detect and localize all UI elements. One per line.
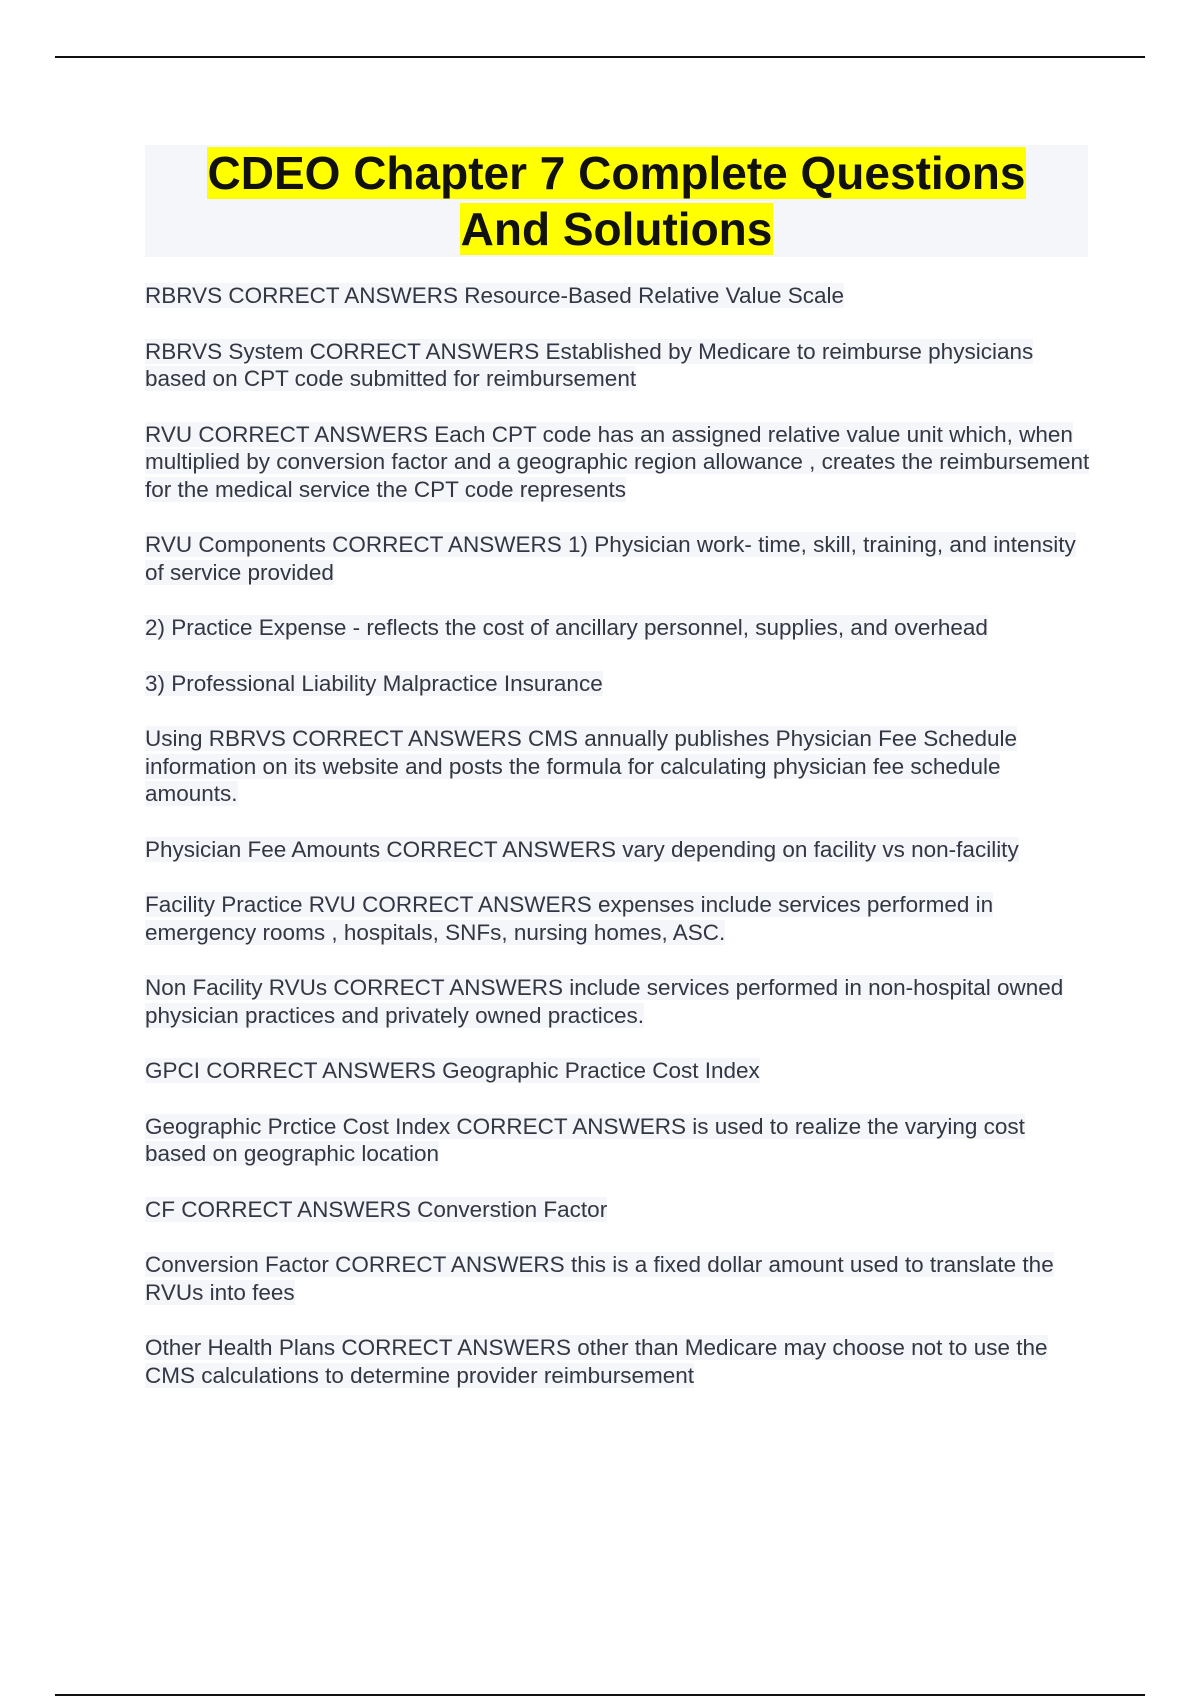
qa-entry: RBRVS System CORRECT ANSWERS Established by Medicare to reimburse physicians based on CPT code submitted for reimbursement <box>145 338 1034 391</box>
qa-entry: GPCI CORRECT ANSWERS Geographic Practice Cost Index <box>145 1058 760 1083</box>
qa-entry: Non Facility RVUs CORRECT ANSWERS include services performed in non-hospital owned physician practices and privately owned practices. <box>145 975 1064 1028</box>
top-rule <box>55 56 1145 58</box>
qa-entry: Conversion Factor CORRECT ANSWERS this is a fixed dollar amount used to translate the RVUs into fees <box>145 1252 1054 1305</box>
qa-entry: Other Health Plans CORRECT ANSWERS other than Medicare may choose not to use the CMS calculations to determine provider reimbursement <box>145 1335 1048 1388</box>
qa-entry: Facility Practice RVU CORRECT ANSWERS expenses include services performed in emergency rooms , hospitals, SNFs, nursing homes, ASC. <box>145 892 994 945</box>
bottom-rule <box>55 1694 1145 1696</box>
qa-entry: Physician Fee Amounts CORRECT ANSWERS vary depending on facility vs non-facility <box>145 836 1019 862</box>
qa-entry: RVU CORRECT ANSWERS Each CPT code has an assigned relative value unit which, when multiplied by conversion factor and a geographic region allowance , creates the reimbursement for the medical service the CPT code represents <box>145 421 1090 502</box>
qa-list <box>145 282 1090 1417</box>
qa-entry: RBRVS CORRECT ANSWERS Resource-Based Relative Value Scale <box>145 283 845 308</box>
title-line-2: And Solutions <box>460 203 773 255</box>
qa-entry: 2) Practice Expense - reflects the cost of ancillary personnel, supplies, and overhead <box>145 615 988 640</box>
title-line-1: CDEO Chapter 7 Complete Questions <box>207 147 1026 199</box>
qa-entry: Using RBRVS CORRECT ANSWERS CMS annually publishes Physician Fee Schedule information on its website and posts the formula for calculating physician fee schedule amounts. <box>145 726 1018 806</box>
qa-entry: Geographic Prctice Cost Index CORRECT ANSWERS is used to realize the varying cost based on geographic location <box>145 1113 1025 1166</box>
qa-entry: RVU Components CORRECT ANSWERS 1) Physician work- time, skill, training, and intensity of service provided <box>145 532 1076 585</box>
qa-entry: 3) Professional Liability Malpractice Insurance <box>145 670 603 696</box>
qa-entry: CF CORRECT ANSWERS Converstion Factor <box>145 1196 608 1222</box>
document-title <box>145 145 1088 257</box>
